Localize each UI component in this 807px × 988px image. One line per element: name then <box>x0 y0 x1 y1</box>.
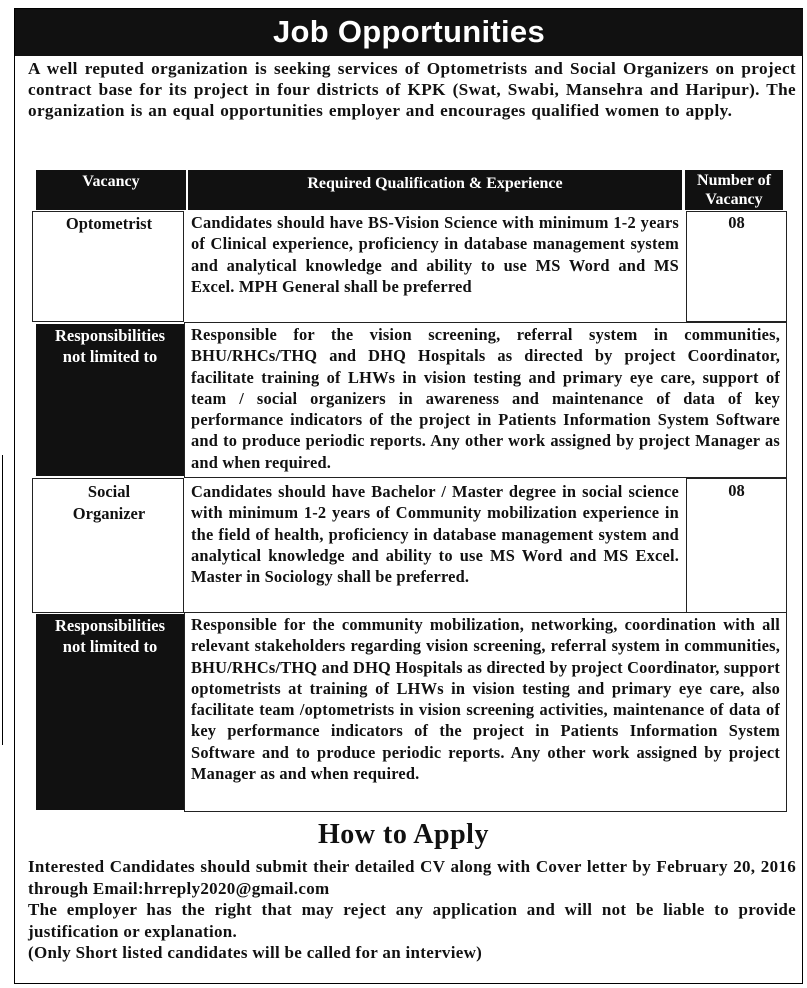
row2-responsibilities-label <box>36 614 184 810</box>
row1-responsibilities: Responsible for the vision screening, referral system in communities, BHU/RHCs/THQ and DHQ Hospitals as directed by project Coordinator, facilitate training of LHWs in vision testing and primary eye care, support of team / social organizers in awareness and maintenance of data of key performance indicators of the project in Patients Information System Software and to produce periodic reports. Any other work assigned by project Manager as and when required. <box>191 325 780 472</box>
row1-number: 08 <box>728 213 745 232</box>
row2-vacancy-line1: Social <box>87 482 131 501</box>
row1-vacancy-label: Optometrist <box>65 214 153 233</box>
header-qualification <box>188 170 682 210</box>
row2-responsibilities: Responsible for the community mobilization, networking, coordination with all relevant stakeholders regarding vision screening, referral system in communities, BHU/RHCs/THQ and DHQ Hospitals as directed by project Coordinator, support optometrists at training of LHWs in vision testing and primary eye care, also facilitate team /optometrists in vision screening activities, maintenance of data of key performance indicators of the project in Patients Information System Software and to produce periodic reports. Any other work assigned by project Manager as and when required. <box>191 615 780 784</box>
header-vacancy <box>36 170 186 210</box>
header-vacancy-label: Vacancy <box>82 173 140 190</box>
page-title: Job Opportunities <box>15 9 803 56</box>
row2-qualification: Candidates should have Bachelor / Master degree in social science with minimum 1-2 years of Community mobilization experience in the field of health, proficiency in database management system and analytical knowledge and ability to use MS Word and MS Excel. Master in Sociology shall be preferred. <box>191 482 679 587</box>
row2-number: 08 <box>728 481 745 500</box>
header-number <box>685 170 783 210</box>
row1-responsibilities-label <box>36 324 184 476</box>
header-number-line1: Number of <box>697 172 771 189</box>
intro-paragraph: A well reputed organization is seeking services of Optometrists and Social Organizers on project contract base for its project in four districts of KPK (Swat, Swabi, Mansehra and Haripur). The organization is an equal opportunities employer and encourages qualified women to apply. <box>28 59 796 120</box>
apply-paragraph-3: (Only Short listed candidates will be called for an interview) <box>28 943 483 962</box>
row2-responsibilities-label-line1: Responsibilities <box>54 616 166 635</box>
row1-qualification: Candidates should have BS-Vision Science with minimum 1-2 years of Clinical experience, proficiency in database management system and analytical knowledge and ability to use MS Word and MS Excel. MPH General shall be preferred <box>191 213 679 296</box>
how-to-apply-body <box>28 856 796 964</box>
row2-responsibilities-label-line2: not limited to <box>62 637 158 656</box>
row1-responsibilities-label-line1: Responsibilities <box>54 326 166 345</box>
apply-paragraph-1: Interested Candidates should submit their detailed CV along with Cover letter by February 20, 2016 through Email:hrreply2020@gmail.com <box>28 857 796 898</box>
row2-vacancy-line2: Organizer <box>72 504 146 523</box>
row2-vacancy-label <box>34 481 184 525</box>
header-qualification-label: Required Qualification & Experience <box>307 175 563 192</box>
scan-edge-rule <box>2 455 3 745</box>
apply-paragraph-2: The employer has the right that may reject any application and will not be liable to provide justification or explanation. <box>28 900 796 941</box>
row1-responsibilities-label-line2: not limited to <box>62 347 158 366</box>
header-number-line2: Vacancy <box>705 191 763 208</box>
how-to-apply-heading: How to Apply <box>318 819 489 850</box>
